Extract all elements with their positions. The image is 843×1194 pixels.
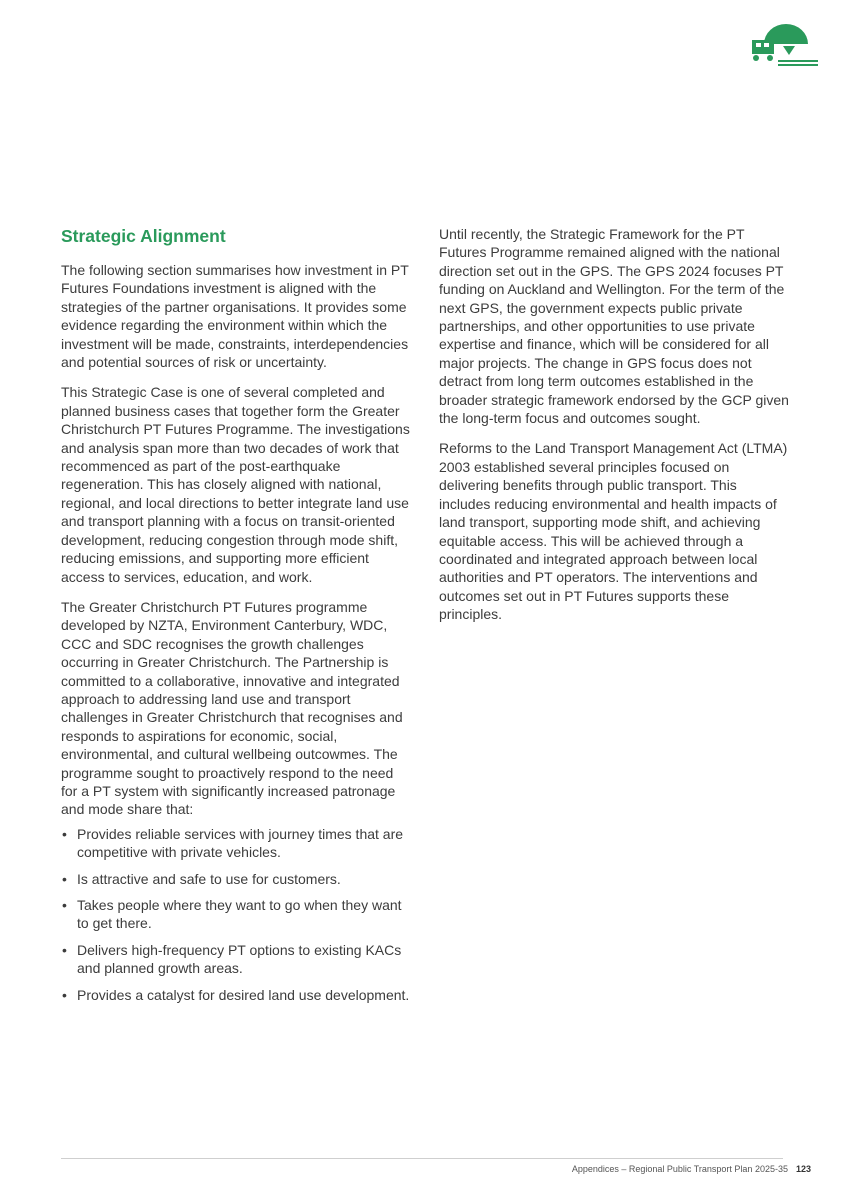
list-item: • Provides a catalyst for desired land use development.: [61, 986, 413, 1004]
right-column: [439, 225, 791, 636]
paragraph: The Greater Christchurch PT Futures programme developed by NZTA, Environment Canterbury, WDC, CCC and SDC recognises the growth challenges occurring in Greater Christchurch. The Partnership is committed to a collaborative, innovative and integrated approach to addressing land use and transport challenges in Greater Christchurch that recognises and responds to aspirations for economic, social, environmental, and cultural wellbeing outcowmes. The programme sought to proactively respond to the need for a PT system with significantly increased patronage and mode share that:: [61, 598, 403, 818]
paragraph: Reforms to the Land Transport Management Act (LTMA) 2003 established several principles focused on delivering benefits through public transport. This includes reducing environmental and health impacts of land transport, supporting mode shift, and achieving equitable access. This will be achieved through a coordinated and integrated approach between local authorities and PT operators. The interventions and outcomes set out in PT Futures supports these principles.: [439, 440, 788, 623]
list-item: • Is attractive and safe to use for customers.: [61, 870, 413, 888]
paragraph: Until recently, the Strategic Framework for the PT Futures Programme remained aligned with the national direction set out in the GPS. The GPS 2024 focuses PT funding on Auckland and Wellington. For the term of the next GPS, the government expects public private partnerships, and other opportunities to use private expertise and finance, which will be considered for all major projects. The change in GPS focus does not detract from long term outcomes established in the broader strategic framework endorsed by the GCP given the long-term focus and outcomes sought.: [439, 226, 789, 427]
left-column: [61, 225, 413, 1012]
bus-tram-logo-icon: [750, 24, 818, 68]
bullet-list: [61, 825, 413, 1004]
footer-text: Appendices – Regional Public Transport Plan 2025-35: [571, 1164, 788, 1174]
page-footer: [572, 1164, 811, 1174]
paragraph: The following section summarises how investment in PT Futures Foundations investment is aligned with the strategies of the partner organisations. It provides some evidence regarding the environment within which the investment will be made, constraints, interdependencies and potential sources of risk or uncertainty.: [61, 262, 409, 371]
footer-divider: [61, 1158, 783, 1159]
section-heading: Strategic Alignment: [61, 226, 226, 246]
page-number: 123: [795, 1164, 811, 1174]
list-item: • Provides reliable services with journey times that are competitive with private vehicles.: [61, 825, 413, 862]
paragraph: This Strategic Case is one of several completed and planned business cases that together form the Greater Christchurch PT Futures Programme. The investigations and analysis span more than two decades of work that recommenced as part of the post-earthquake regeneration. This has closely aligned with national, regional, and local directions to better integrate land use and transport planning with a focus on transit-oriented development, reducing congestion through mode shift, reducing emissions, and supporting more efficient access to services, education, and work.: [61, 384, 410, 585]
list-item: • Takes people where they want to go when they want to get there.: [61, 896, 413, 933]
list-item: • Delivers high-frequency PT options to existing KACs and planned growth areas.: [61, 941, 413, 978]
